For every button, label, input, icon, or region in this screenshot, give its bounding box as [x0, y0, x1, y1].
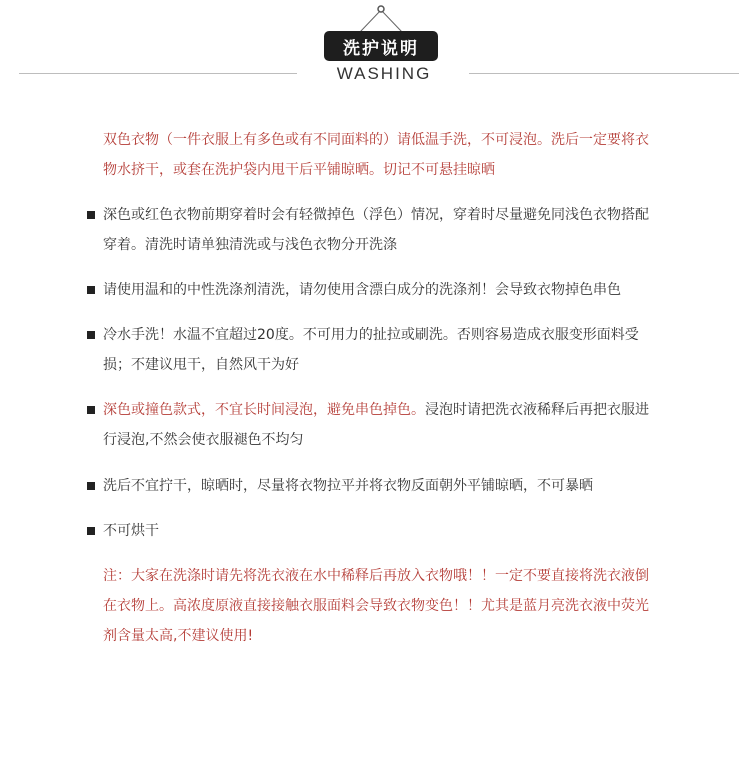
list-item-text: 浸泡时请把洗衣液稀释后再把衣服进行浸泡,不然会使衣服褪色不均匀	[103, 402, 649, 448]
list-item-highlight: 深色或撞色款式，不宜长时间浸泡，避免串色掉色。	[103, 402, 425, 418]
square-bullet-icon	[87, 527, 95, 535]
intro-note: 双色衣物（一件衣服上有多色或有不同面料的）请低温手洗，不可浸泡。洗后一定要将衣物水挤干，或套在洗护袋内甩干后平铺晾晒。切记不可悬挂晾晒	[103, 132, 649, 178]
square-bullet-icon	[87, 211, 95, 219]
page-title: 洗护说明	[324, 31, 438, 61]
square-bullet-icon	[87, 482, 95, 490]
square-bullet-icon	[87, 331, 95, 339]
divider-right	[469, 73, 739, 74]
washing-instructions	[86, 125, 656, 651]
divider-left	[19, 73, 297, 74]
list-item-text: 请使用温和的中性洗涤剂清洗，请勿使用含漂白成分的洗涤剂！会导致衣物掉色串色	[103, 282, 621, 298]
list-item	[86, 516, 656, 546]
header	[0, 0, 750, 90]
list-item-text: 不可烘干	[103, 523, 159, 539]
square-bullet-icon	[87, 286, 95, 294]
page-subtitle: WASHING	[336, 64, 432, 83]
list-item	[86, 471, 656, 501]
list-item-text: 洗后不宜拧干，晾晒时，尽量将衣物拉平并将衣物反面朝外平铺晾晒，不可暴晒	[103, 478, 593, 494]
list-item	[86, 395, 656, 455]
list-item	[86, 275, 656, 305]
list-item	[86, 320, 656, 380]
list-item-text: 冷水手洗！水温不宜超过20度。不可用力的扯拉或刷洗。否则容易造成衣服变形面料受损；不建议甩干，自然风干为好	[103, 327, 639, 373]
list-item-text: 深色或红色衣物前期穿着时会有轻微掉色（浮色）情况，穿着时尽量避免同浅色衣物搭配穿着。清洗时请单独清洗或与浅色衣物分开洗涤	[103, 207, 649, 253]
footer-note: 注：大家在洗涤时请先将洗衣液在水中稀释后再放入衣物哦！！一定不要直接将洗衣液倒在衣物上。高浓度原液直接接触衣服面料会导致衣物变色！！尤其是蓝月亮洗衣液中荧光剂含量太高,不建议使用!	[103, 568, 649, 644]
square-bullet-icon	[87, 406, 95, 414]
list-item	[86, 200, 656, 260]
